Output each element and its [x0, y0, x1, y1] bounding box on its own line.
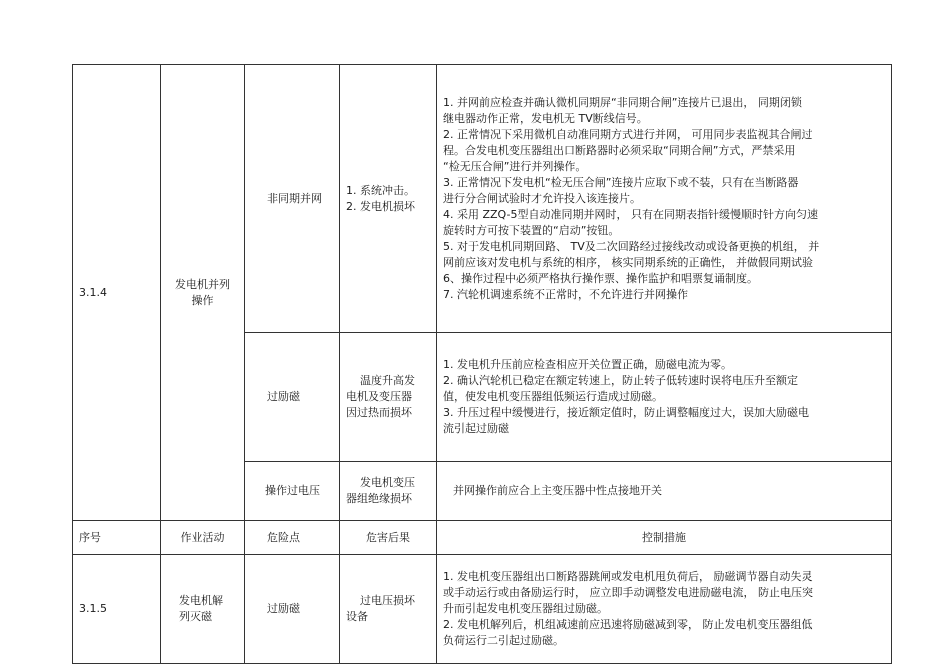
- control-measures-cell: [437, 65, 892, 333]
- consequence-line: 2. 发电机损坏: [346, 199, 415, 213]
- activity-line: 列灭磁: [179, 610, 212, 623]
- header-consequence: 危害后果: [340, 521, 437, 555]
- control-line: 1. 发电机变压器组出口断路器跳闸或发电机甩负荷后， 励磁调节器自动失灵: [443, 570, 813, 583]
- control-line: 进行分合闸试验时才允许投入该连接片。: [443, 191, 641, 205]
- control-line: 或手动运行或由备励运行时， 应立即手动调整发电进励磁电流， 防止电压突: [443, 586, 813, 599]
- consequence-line: 器组绝缘损坏: [346, 492, 412, 505]
- hazard-cell: 过励磁: [245, 555, 340, 664]
- control-line: 5. 对于发电机同期回路、 TV及二次回路经过接线改动或设备更换的机组， 并: [443, 239, 820, 253]
- consequence-cell: [340, 333, 437, 462]
- consequence-cell: [340, 555, 437, 664]
- activity-cell: [161, 65, 245, 521]
- hazard-cell: 操作过电压: [245, 462, 340, 521]
- control-line: 1. 发电机升压前应检查相应开关位置正确，励磁电流为零。: [443, 358, 732, 371]
- control-line: 7. 汽轮机调速系统不正常时，不允许进行并网操作: [443, 287, 688, 301]
- control-line: “检无压合闸”进行并列操作。: [443, 159, 587, 173]
- control-line: 4. 采用 ZZQ-5型自动准同期并网时， 只有在同期表指针缓慢顺时针方向匀速: [443, 207, 818, 221]
- header-control: 控制措施: [437, 521, 892, 555]
- control-line: 继电器动作正常，发电机无 TV断线信号。: [443, 111, 648, 125]
- control-line: 2. 正常情况下采用微机自动准同期方式进行并网， 可用同步表监视其合闸过: [443, 127, 813, 141]
- control-line: 值，使发电机变压器组低频运行造成过励磁。: [443, 390, 663, 403]
- control-measures-cell: [437, 462, 892, 521]
- control-line: 2. 发电机解列后，机组减速前应迅速将励磁减到零， 防止发电机变压器组低: [443, 618, 813, 631]
- control-line: 流引起过励磁: [443, 422, 509, 435]
- consequence-line: 因过热而损坏: [346, 406, 412, 419]
- control-measures-cell: [437, 333, 892, 462]
- control-line: 旋转时方可按下装置的“启动”按钮。: [443, 223, 620, 237]
- control-line: 3. 正常情况下发电机“检无压合闸”连接片应取下或不装，只有在当断路器: [443, 175, 799, 189]
- consequence-line: 温度升高发: [360, 374, 415, 387]
- section-id-cell: 3.1.5: [73, 555, 161, 664]
- consequence-line: 过电压损坏: [360, 594, 415, 607]
- consequence-line: 电机及变压器: [346, 390, 412, 403]
- control-line: 负荷运行二引起过励磁。: [443, 634, 564, 647]
- consequence-cell: [340, 65, 437, 333]
- header-hazard: 危险点: [245, 521, 340, 555]
- table-row: [73, 555, 892, 664]
- activity-cell: [161, 555, 245, 664]
- consequence-line: 1. 系统冲击。: [346, 183, 415, 197]
- control-line: 并网操作前应合上主变压器中性点接地开关: [453, 484, 662, 497]
- control-line: 升而引起发电机变压器组过励磁。: [443, 602, 608, 615]
- consequence-line: 设备: [346, 610, 368, 623]
- header-seq: 序号: [73, 521, 161, 555]
- hazard-control-table: [72, 64, 892, 664]
- hazard-control-table-page: [72, 64, 891, 664]
- consequence-line: 发电机变压: [360, 476, 415, 489]
- table-header-row: [73, 521, 892, 555]
- activity-line: 发电机并列: [175, 277, 230, 291]
- activity-line: 操作: [191, 293, 214, 307]
- control-line: 6、操作过程中必须严格执行操作票、操作监护和唱票复诵制度。: [443, 271, 758, 285]
- control-line: 1. 并网前应检查并确认微机同期屏“非同期合闸”连接片已退出， 同期闭锁: [443, 95, 802, 109]
- consequence-cell: [340, 462, 437, 521]
- control-measures-cell: [437, 555, 892, 664]
- table-row: [73, 65, 892, 333]
- control-line: 3. 升压过程中缓慢进行，接近额定值时，防止调整幅度过大，误加大励磁电: [443, 406, 809, 419]
- header-activity: 作业活动: [161, 521, 245, 555]
- section-id-cell: 3.1.4: [73, 65, 161, 521]
- control-line: 网前应该对发电机与系统的相序， 核实同期系统的正确性， 并做假同期试验: [443, 255, 813, 269]
- control-line: 2. 确认汽轮机已稳定在额定转速上，防止转子低转速时误将电压升至额定: [443, 374, 798, 387]
- hazard-cell: 过励磁: [245, 333, 340, 462]
- hazard-cell: 非同期并网: [245, 65, 340, 333]
- control-line: 程。合发电机变压器组出口断路器时必须采取“同期合闸”方式，严禁采用: [443, 143, 796, 157]
- activity-line: 发电机解: [179, 594, 223, 607]
